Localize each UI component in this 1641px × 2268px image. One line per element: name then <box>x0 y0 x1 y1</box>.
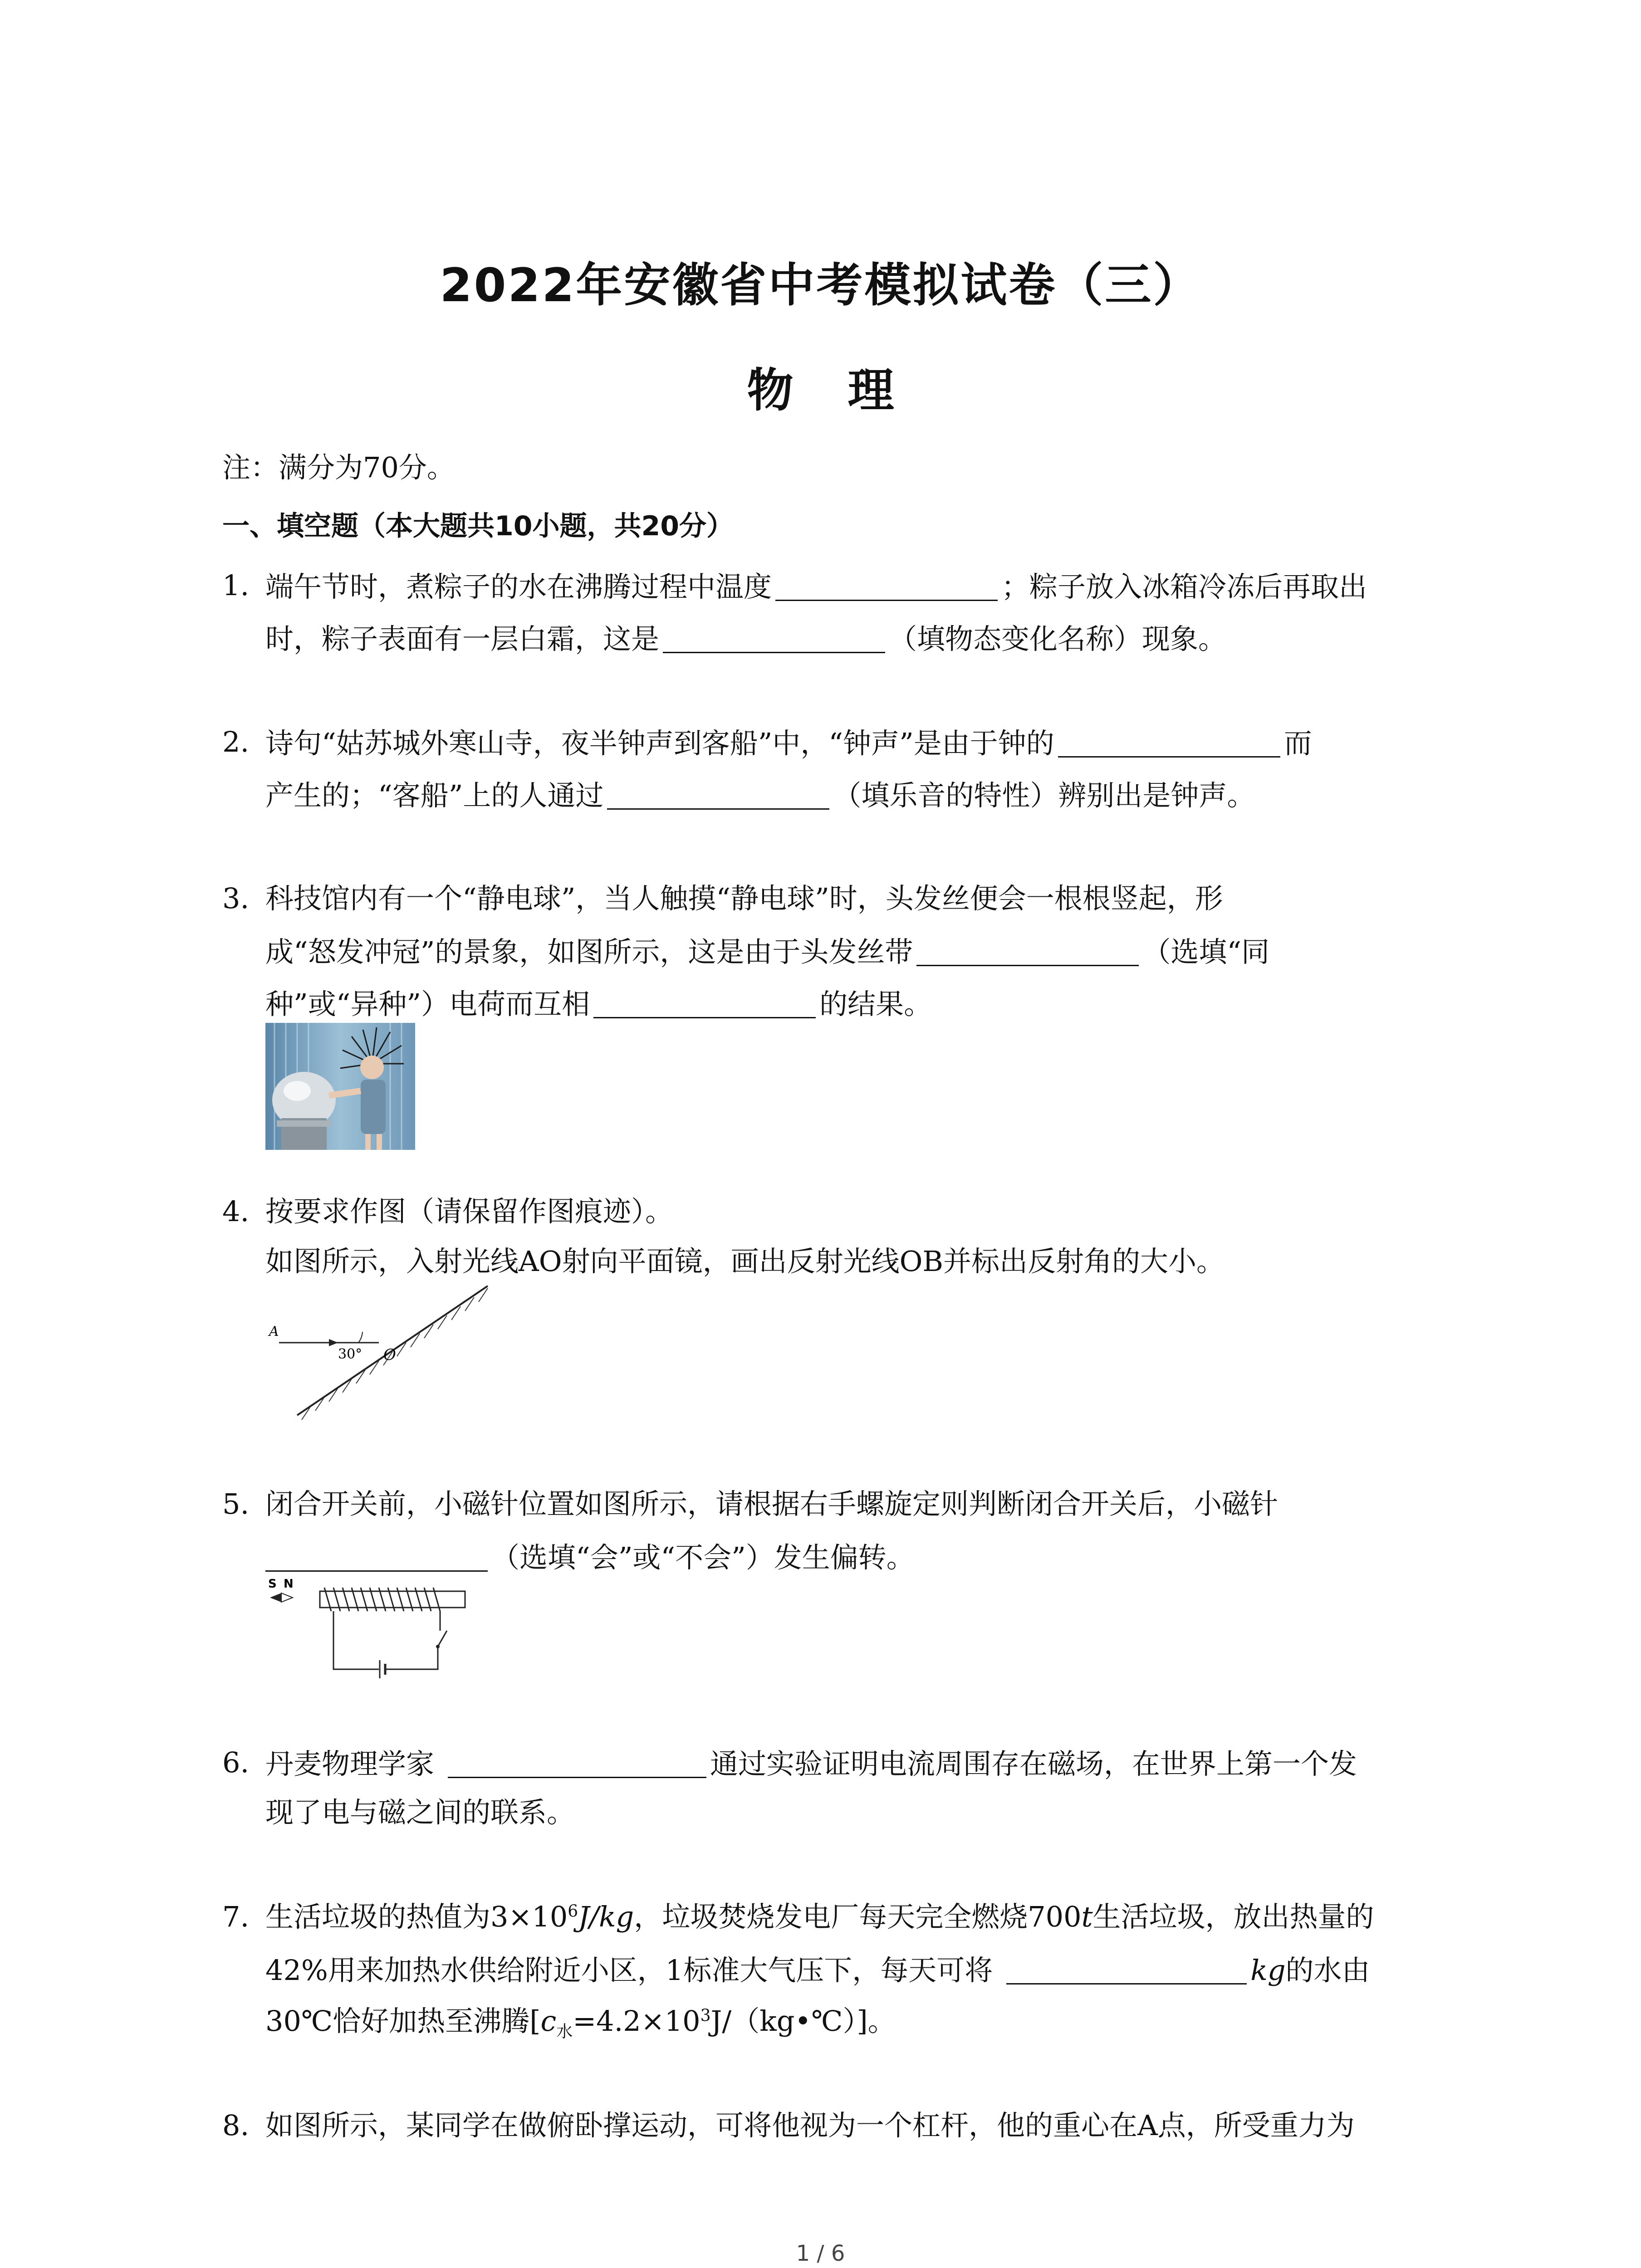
question-text: 按要求作图（请保留作图痕迹）。 <box>265 1195 674 1228</box>
score-note: 注：满分为70分。 <box>222 451 455 484</box>
label-angle: 30° <box>338 1346 362 1362</box>
question-text: 现了电与磁之间的联系。 <box>265 1796 575 1829</box>
question-text: 成“怒发冲冠”的景象，如图所示，这是由于头发丝带 （选填“同 <box>265 935 1270 968</box>
question-text: 如图所示，某同学在做俯卧撑运动，可将他视为一个杠杆，他的重心在A点，所受重力为 <box>265 2109 1355 2142</box>
section-heading: 一、填空题（本大题共10小题，共20分） <box>222 510 734 542</box>
question-number: 5. <box>222 1487 250 1520</box>
question-number: 1. <box>222 569 250 602</box>
answer-blank[interactable] <box>775 572 998 601</box>
label-a: A <box>269 1324 279 1339</box>
question-text: 种”或“异种”）电荷而互相 的结果。 <box>265 987 932 1021</box>
question-text: 产生的；“客船”上的人通过 （填乐音的特性）辨别出是钟声。 <box>265 779 1255 812</box>
question-number: 4. <box>222 1195 250 1228</box>
question-text: 端午节时，煮粽子的水在沸腾过程中温度 ；粽子放入冰箱冷冻后再取出 <box>265 570 1367 603</box>
label-s: S <box>268 1577 277 1591</box>
label-n: N <box>284 1577 294 1591</box>
static-ball-photo <box>265 1023 415 1150</box>
exam-subject: 物理 <box>747 364 949 418</box>
question-text: 时，粽子表面有一层白霜，这是 （填物态变化名称）现象。 <box>265 622 1227 655</box>
mirror-diagram <box>265 1279 501 1424</box>
answer-blank[interactable] <box>265 1542 488 1572</box>
question-text: （选填“会”或“不会”）发生偏转。 <box>265 1542 915 1572</box>
question-text: 科技馆内有一个“静电球”，当人触摸“静电球”时，头发丝便会一根根竖起，形 <box>265 882 1223 915</box>
switch <box>438 1631 447 1647</box>
question-text: 30℃恰好加热至沸腾$[c_水=4.2\times 10^3J/(kg•℃)]$。 <box>265 2004 896 2041</box>
question-number: 3. <box>222 882 250 915</box>
question-text: 诗句“姑苏城外寒山寺，夜半钟声到客船”中，“钟声”是由于钟的 而 <box>265 727 1312 760</box>
question-number: 6. <box>222 1746 250 1779</box>
question-text: 闭合开关前，小磁针位置如图所示，请根据右手螺旋定则判断闭合开关后，小磁针 <box>265 1487 1279 1520</box>
answer-blank[interactable] <box>1058 728 1280 758</box>
question-text: 丹麦物理学家 通过实验证明电流周围存在磁场，在世界上第一个发 <box>265 1747 1357 1780</box>
compass-needle <box>270 1593 281 1602</box>
question-number: 8. <box>222 2109 250 2142</box>
question-number: 7. <box>222 1900 250 1933</box>
answer-blank[interactable] <box>448 1749 706 1778</box>
label-o: O <box>383 1346 396 1364</box>
solenoid-circuit-diagram <box>265 1574 474 1687</box>
exam-title: 2022年安徽省中考模拟试卷（三） <box>440 259 1201 313</box>
question-number: 2. <box>222 725 250 758</box>
answer-blank[interactable] <box>1006 1955 1247 1984</box>
answer-blank[interactable] <box>593 989 816 1018</box>
page-number: 1 / 6 <box>796 2241 845 2266</box>
question-text: 42%用来加热水供给附近小区，1标准大气压下，每天可将 kg的水由 <box>265 1954 1370 1987</box>
answer-blank[interactable] <box>916 937 1139 966</box>
question-text: 如图所示，入射光线AO射向平面镜，画出反射光线OB并标出反射角的大小。 <box>265 1245 1225 1278</box>
question-text: 生活垃圾的热值为$3\times 10^6J/kg$，垃圾焚烧发电厂每天完全燃烧700t生活垃圾，放出热量的 <box>265 1900 1374 1933</box>
answer-blank[interactable] <box>607 780 829 810</box>
answer-blank[interactable] <box>663 624 885 653</box>
